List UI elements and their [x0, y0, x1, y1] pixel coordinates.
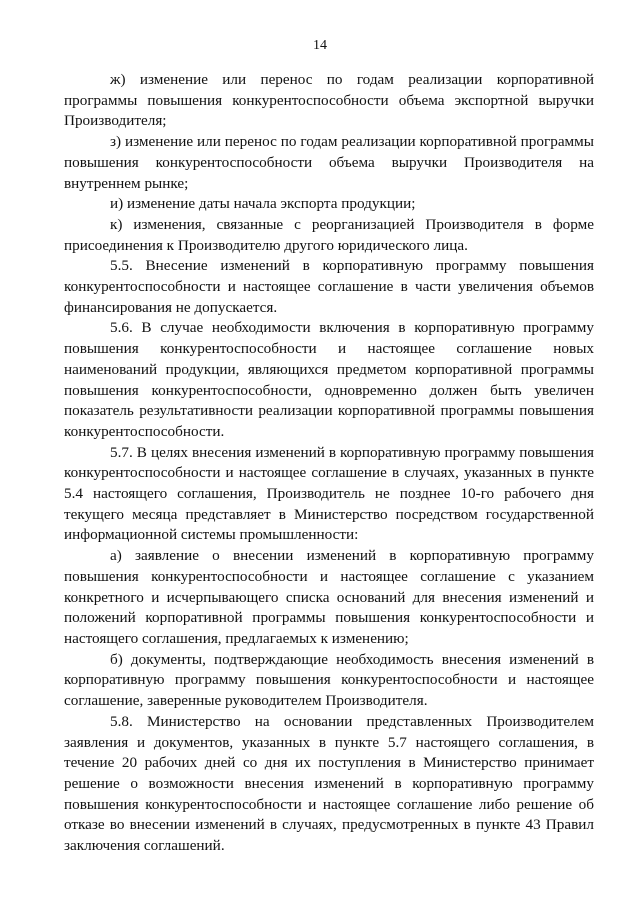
paragraph-item-k: к) изменения, связанные с реорганизацией Производителя в форме присоединения к Производителю другого юридического лица. [64, 215, 594, 254]
paragraph-clause-5-8: 5.8. Министерство на основании представленных Производителем заявления и документов, указанных в пункте 5.7 настоящего соглашения, в течение 20 рабочих дней со дня их поступления в Министерство принимает решение о возможности внесения изменений в корпоративную программу повышения конкурентоспособности и настоящее соглашение либо решение об отказе во внесении изменений в случаях, предусмотренных в пункте 43 Правил заключения соглашений. [64, 712, 594, 855]
paragraph-clause-5-5: 5.5. Внесение изменений в корпоративную программу повышения конкурентоспособности и настоящее соглашение в части увеличения объемов финансирования не допускается. [64, 257, 594, 316]
paragraph-clause-5-7: 5.7. В целях внесения изменений в корпоративную программу повышения конкурентоспособности и настоящее соглашение в случаях, указанных в пункте 5.4 настоящего соглашения, Производитель не позднее 10-го рабочего дня текущего месяца представляет в Министерство посредством государственной информационной системы промышленности: [64, 443, 594, 544]
page-number: 14 [313, 38, 327, 53]
paragraph-item-i: и) изменение даты начала экспорта продукции; [110, 195, 416, 213]
paragraph-clause-5-6: 5.6. В случае необходимости включения в корпоративную программу повышения конкурентоспособности и настоящее соглашение новых наименований продукции, являющихся предметом корпоративной программы повышения конкурентоспособности, одновременно должен быть увеличен показатель результативности реализации корпоративной программы повышения конкурентоспособности. [64, 319, 594, 440]
paragraph-item-z: з) изменение или перенос по годам реализации корпоративной программы повышения конкурентоспособности объема выручки Производителя на внутреннем рынке; [64, 133, 594, 192]
paragraph-item-a: а) заявление о внесении изменений в корпоративную программу повышения конкурентоспособности и настоящее соглашение с указанием конкретного и исчерпывающего списка оснований для внесения изменений и положений корпоративной программы повышения конкурентоспособности и настоящего соглашения, предлагаемых к изменению; [64, 547, 594, 647]
paragraph-item-zh: ж) изменение или перенос по годам реализации корпоративной программы повышения конкурентоспособности объема экспортной выручки Производителя; [64, 71, 594, 130]
paragraph-item-b: б) документы, подтверждающие необходимость внесения изменений в корпоративную программу повышения конкурентоспособности и настоящее соглашение, заверенные руководителем Производителя. [64, 650, 594, 710]
document-body [64, 70, 594, 857]
